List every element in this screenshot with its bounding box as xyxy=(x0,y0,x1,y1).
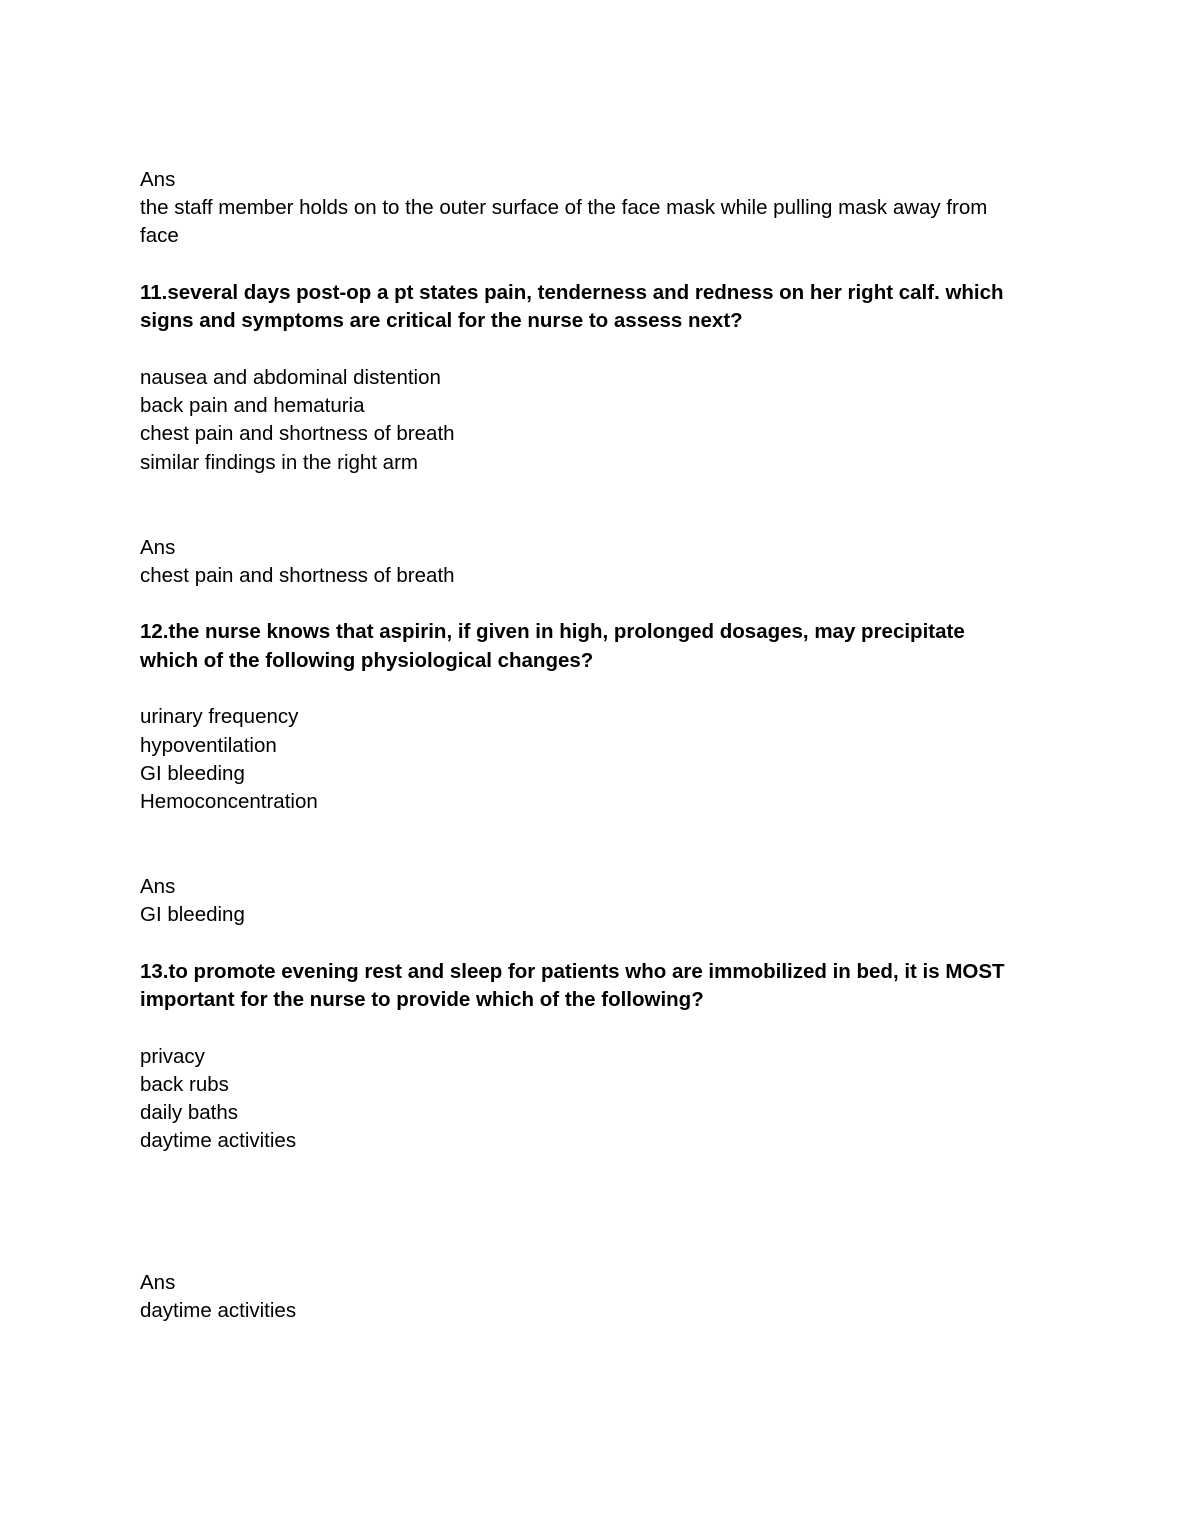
question-11-option: nausea and abdominal distention xyxy=(140,366,441,389)
question-12-answer: GI bleeding xyxy=(140,903,245,926)
question-12-option: urinary frequency xyxy=(140,705,299,728)
answer-label: Ans xyxy=(140,536,176,559)
question-11-option: chest pain and shortness of breath xyxy=(140,422,455,445)
answer-label: Ans xyxy=(140,875,176,898)
question-11-answer: chest pain and shortness of breath xyxy=(140,564,455,587)
question-12-text: which of the following physiological changes? xyxy=(140,649,594,672)
question-11-text: 11.several days post-op a pt states pain, tenderness and redness on her right calf. which xyxy=(140,281,1004,304)
question-11-option: similar findings in the right arm xyxy=(140,451,418,474)
question-11-text: signs and symptoms are critical for the nurse to assess next? xyxy=(140,309,743,332)
question-12-text: 12.the nurse knows that aspirin, if given in high, prolonged dosages, may precipitate xyxy=(140,620,965,643)
answer-label: Ans xyxy=(140,1271,176,1294)
question-13-option: back rubs xyxy=(140,1073,229,1096)
answer-text: face xyxy=(140,224,179,247)
question-13-text: 13.to promote evening rest and sleep for patients who are immobilized in bed, it is MOST xyxy=(140,960,1005,983)
answer-label: Ans xyxy=(140,168,176,191)
question-13-option: daily baths xyxy=(140,1101,239,1124)
question-11-option: back pain and hematuria xyxy=(140,394,365,417)
question-13-option: daytime activities xyxy=(140,1129,297,1152)
question-12-option: GI bleeding xyxy=(140,762,245,785)
answer-text: the staff member holds on to the outer surface of the face mask while pulling mask away from xyxy=(140,196,988,219)
question-12-option: hypoventilation xyxy=(140,734,277,757)
question-13-answer: daytime activities xyxy=(140,1299,297,1322)
question-13-option: privacy xyxy=(140,1045,205,1068)
question-12-option: Hemoconcentration xyxy=(140,790,318,813)
question-13-text: important for the nurse to provide which of the following? xyxy=(140,988,704,1011)
